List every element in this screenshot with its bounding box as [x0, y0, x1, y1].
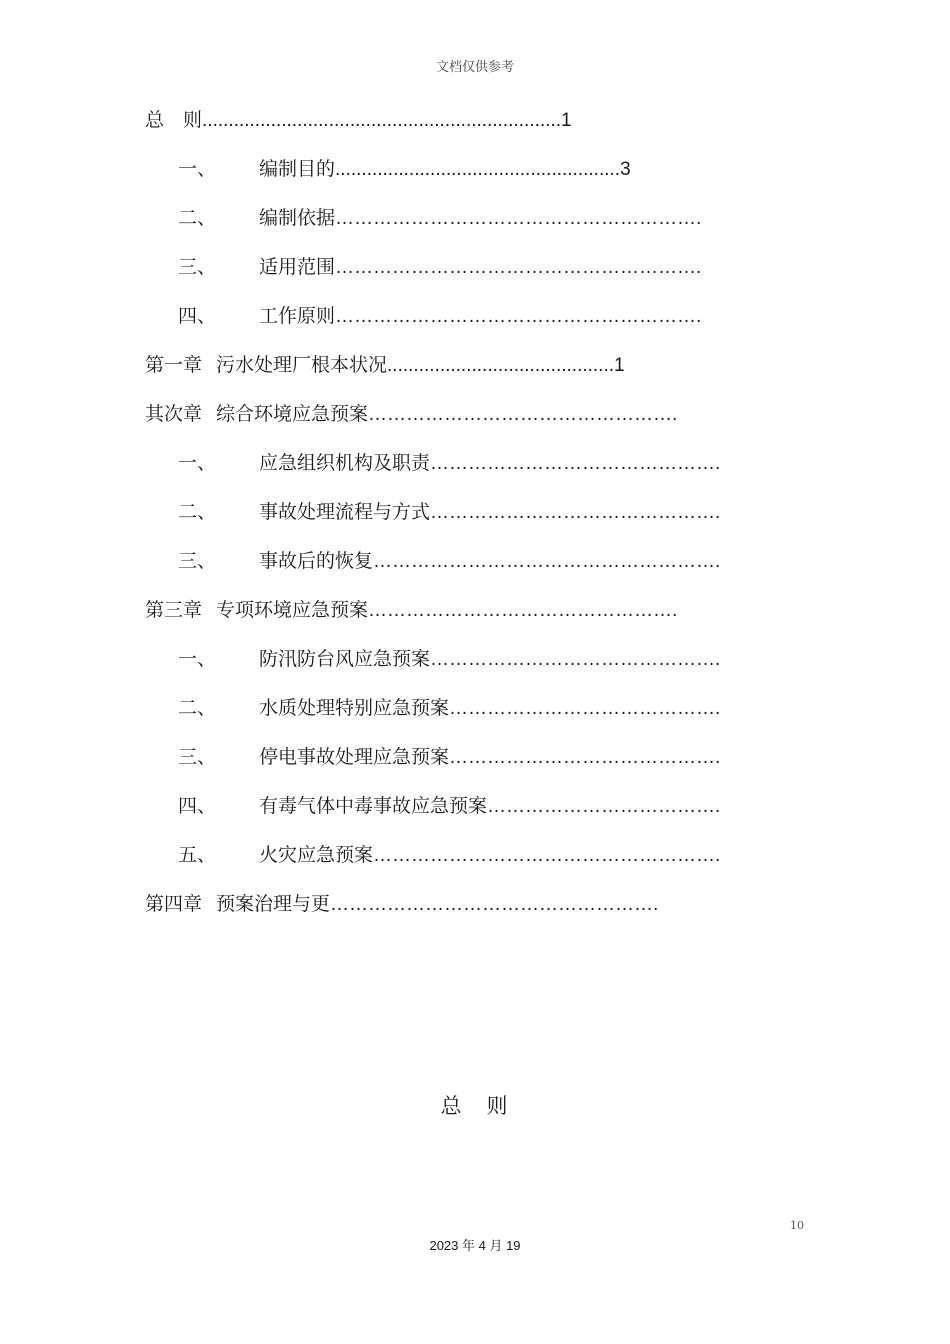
- toc-entry-chapter-1[interactable]: [145, 349, 625, 381]
- toc-entry-fire[interactable]: [178, 839, 720, 871]
- toc-leader-dots: ……………………………………………….: [373, 551, 721, 572]
- toc-entry-title: 防汛防台风应急预案: [259, 648, 431, 670]
- toc-leader-dots: ………………………………………….: [368, 600, 678, 621]
- toc-entry-title: 编制目的: [259, 158, 336, 180]
- toc-leader-dots: ......................................................: [335, 159, 621, 180]
- toc-entry-basis[interactable]: [178, 202, 701, 234]
- toc-entry-number: 四、: [178, 795, 217, 817]
- page-number: 10: [790, 1219, 804, 1232]
- toc-entry-recovery[interactable]: [178, 545, 720, 577]
- toc-entry-title: 水质处理特别应急预案: [259, 697, 450, 719]
- toc-entry-number: 三、: [178, 550, 217, 572]
- toc-entry-title: 有毒气体中毒事故应急预案: [259, 795, 488, 817]
- toc-entry-flood[interactable]: [178, 643, 720, 675]
- toc-entry-number: 第一章: [145, 354, 203, 376]
- toc-leader-dots: ……………………………………….: [430, 649, 721, 670]
- toc-entry-number: 第三章: [145, 599, 203, 621]
- toc-entry-process[interactable]: [178, 496, 720, 528]
- toc-leader-dots: ....................................................................: [202, 110, 561, 131]
- toc-entry-number: 一、: [178, 452, 217, 474]
- toc-entry-number: 第四章: [145, 893, 203, 915]
- toc-leader-dots: …………………………………….: [449, 747, 721, 768]
- toc-leader-dots: ………………………………………….: [368, 404, 678, 425]
- toc-entry-number: 三、: [178, 256, 217, 278]
- toc-entry-title: 适用范围: [259, 256, 336, 278]
- toc-entry-number: 五、: [178, 844, 217, 866]
- toc-entry-general[interactable]: [145, 104, 572, 136]
- footer-date: 2023 年 4 月 19: [429, 1238, 521, 1253]
- toc-entry-title: 事故处理流程与方式: [259, 501, 431, 523]
- toc-entry-organization[interactable]: [178, 447, 720, 479]
- toc-entry-title: 编制依据: [259, 207, 336, 229]
- toc-entry-purpose[interactable]: [178, 153, 631, 185]
- toc-leader-dots: ...........................................: [387, 355, 615, 376]
- toc-leader-dots: ……………………………….: [487, 796, 721, 817]
- toc-leader-dots: ……………………………………………….: [373, 845, 721, 866]
- toc-page-number: 1: [560, 110, 572, 131]
- toc-page-number: 3: [620, 159, 631, 180]
- toc-page-number: 1: [614, 355, 625, 376]
- toc-entry-number: 二、: [178, 207, 217, 229]
- toc-entry-power-outage[interactable]: [178, 741, 720, 773]
- toc-entry-chapter-3[interactable]: [145, 594, 677, 626]
- toc-entry-title: 总 则: [145, 109, 203, 131]
- toc-entry-number: 二、: [178, 501, 217, 523]
- toc-entry-number: 其次章: [145, 403, 203, 425]
- toc-leader-dots: ………………………………………………….: [335, 208, 702, 229]
- toc-entry-title: 污水处理厂根本状况: [216, 354, 388, 376]
- toc-leader-dots: ………………………………………………….: [335, 306, 702, 327]
- toc-entry-title: 专项环境应急预案: [216, 599, 369, 621]
- toc-entry-water-quality[interactable]: [178, 692, 720, 724]
- toc-entry-title: 应急组织机构及职责: [259, 452, 431, 474]
- toc-entry-number: 四、: [178, 305, 217, 327]
- toc-entry-number: 一、: [178, 158, 217, 180]
- toc-entry-chapter-2[interactable]: [145, 398, 677, 430]
- toc-entry-title: 事故后的恢复: [259, 550, 374, 572]
- toc-entry-principles[interactable]: [178, 300, 701, 332]
- toc-leader-dots: ………………………………………………….: [335, 257, 702, 278]
- section-heading: 总 则: [440, 1094, 510, 1118]
- toc-entry-title: 火灾应急预案: [259, 844, 374, 866]
- toc-entry-chapter-4[interactable]: [145, 888, 658, 920]
- toc-leader-dots: …………………………………………….: [330, 894, 659, 915]
- toc-entry-number: 一、: [178, 648, 217, 670]
- toc-leader-dots: …………………………………….: [449, 698, 721, 719]
- toc-leader-dots: ……………………………………….: [430, 502, 721, 523]
- toc-entry-toxic-gas[interactable]: [178, 790, 720, 822]
- toc-entry-title: 预案治理与更: [216, 893, 331, 915]
- toc-entry-title: 停电事故处理应急预案: [259, 746, 450, 768]
- toc-entry-title: 工作原则: [259, 305, 336, 327]
- toc-leader-dots: ……………………………………….: [430, 453, 721, 474]
- document-header: 文档仅供参考: [435, 60, 514, 75]
- toc-entry-title: 综合环境应急预案: [216, 403, 369, 425]
- toc-entry-number: 二、: [178, 697, 217, 719]
- toc-entry-scope[interactable]: [178, 251, 701, 283]
- toc-entry-number: 三、: [178, 746, 217, 768]
